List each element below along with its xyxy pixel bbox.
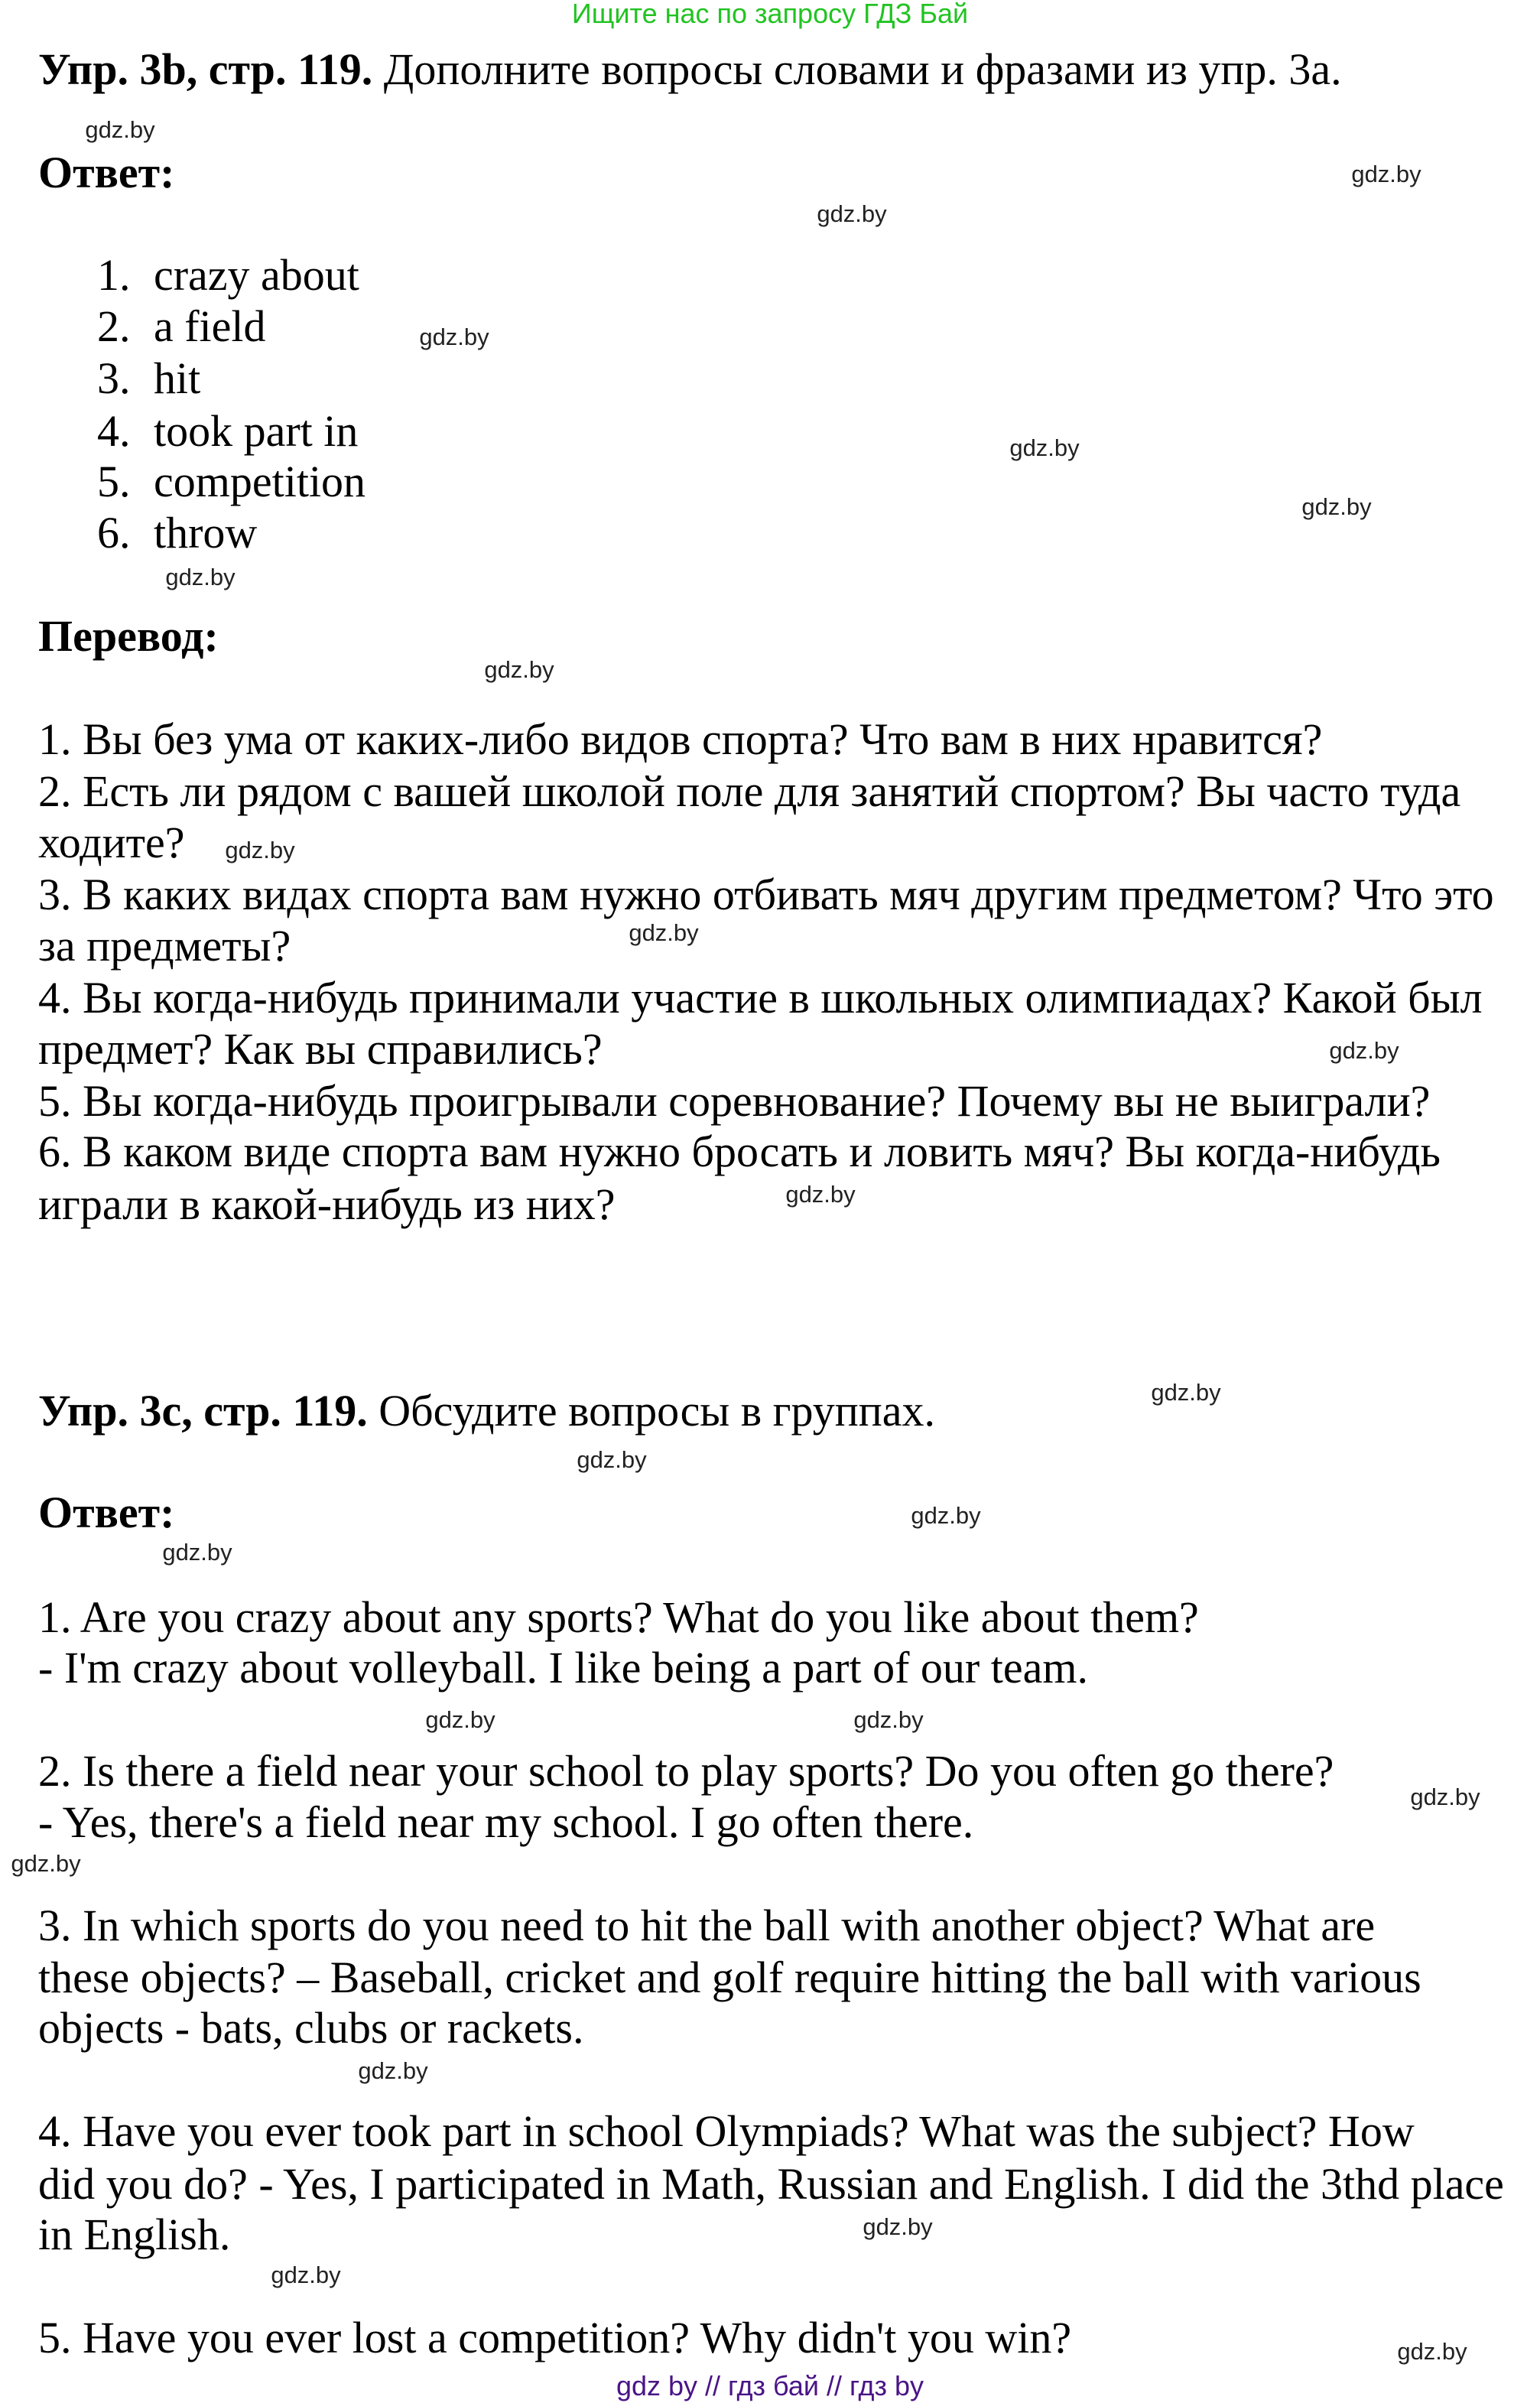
item-number: 5. bbox=[97, 457, 131, 506]
watermark: gdz.by bbox=[785, 1181, 856, 1208]
item-text: competition bbox=[154, 457, 366, 506]
translation-line: 1. Вы без ума от каких-либо видов спорта? Что вам в них нравится? bbox=[38, 714, 1323, 764]
watermark: gdz.by bbox=[1009, 434, 1080, 461]
watermark: gdz.by bbox=[484, 656, 554, 683]
exercise-3c-title-bold: Упр. 3c, стр. 119. bbox=[38, 1386, 368, 1436]
translation-line: 4. Вы когда-нибудь принимали участие в школьных олимпиадах? Какой был bbox=[38, 973, 1483, 1023]
exercise-3b-title-bold: Упр. 3b, стр. 119. bbox=[38, 44, 373, 94]
translation-line: ходите? bbox=[38, 818, 185, 867]
answer-line: - Yes, there's a field near my school. I go often there. bbox=[38, 1797, 974, 1847]
item-number: 3. bbox=[97, 353, 131, 403]
watermark: gdz.by bbox=[1301, 493, 1372, 520]
answer-line: did you do? - Yes, I participated in Math, Russian and English. I did the 3thd place bbox=[38, 2159, 1504, 2209]
item-number: 1. bbox=[97, 250, 131, 300]
answer-line: 3. In which sports do you need to hit the ball with another object? What are bbox=[38, 1901, 1376, 1950]
translation-line: за предметы? bbox=[38, 921, 291, 971]
watermark: gdz.by bbox=[11, 1850, 81, 1877]
watermark: gdz.by bbox=[629, 919, 699, 946]
item-text: throw bbox=[154, 508, 258, 558]
translation-line: 2. Есть ли рядом с вашей школой поле для занятий спортом? Вы часто туда bbox=[38, 766, 1461, 816]
watermark: gdz.by bbox=[358, 2057, 428, 2084]
translation-line: 5. Вы когда-нибудь проигрывали соревнование? Почему вы не выиграли? bbox=[38, 1076, 1431, 1126]
watermark: gdz.by bbox=[1397, 2338, 1467, 2365]
exercise-3c-title-text: Обсудите вопросы в группах. bbox=[367, 1386, 936, 1436]
watermark: gdz.by bbox=[165, 564, 236, 590]
answer-line: these objects? – Baseball, cricket and golf require hitting the ball with various bbox=[38, 1953, 1421, 2002]
exercise-3b-title bbox=[38, 44, 1342, 95]
answer-line: 2. Is there a field near your school to play sports? Do you often go there? bbox=[38, 1746, 1334, 1796]
footer-banner[interactable]: gdz by // гдз бай // гдз by bbox=[616, 2370, 924, 2401]
exercise-3c-title bbox=[38, 1386, 935, 1436]
item-number: 2. bbox=[97, 301, 131, 351]
item-number: 4. bbox=[97, 406, 131, 456]
answer-line: 5. Have you ever lost a competition? Why didn't you win? bbox=[38, 2313, 1072, 2362]
translation-line: играли в какой-нибудь из них? bbox=[38, 1179, 616, 1229]
watermark: gdz.by bbox=[1410, 1784, 1480, 1810]
watermark: gdz.by bbox=[817, 200, 887, 227]
watermark: gdz.by bbox=[162, 1539, 232, 1566]
watermark: gdz.by bbox=[225, 837, 295, 863]
item-text: hit bbox=[154, 353, 201, 403]
exercise-3b-title-text: Дополните вопросы словами и фразами из упр. 3a. bbox=[372, 44, 1342, 94]
watermark: gdz.by bbox=[1351, 161, 1421, 187]
answer-line: in English. bbox=[38, 2210, 231, 2259]
watermark: gdz.by bbox=[863, 2213, 933, 2240]
watermark: gdz.by bbox=[911, 1502, 981, 1529]
item-text: crazy about bbox=[154, 250, 359, 300]
item-number: 6. bbox=[97, 508, 131, 558]
translation-line: 3. В каких видах спорта вам нужно отбивать мяч другим предметом? Что это bbox=[38, 870, 1494, 919]
answer-label-3c: Ответ: bbox=[38, 1488, 175, 1537]
watermark: gdz.by bbox=[425, 1706, 495, 1733]
watermark: gdz.by bbox=[419, 324, 489, 350]
watermark: gdz.by bbox=[271, 2262, 341, 2288]
translation-line: предмет? Как вы справились? bbox=[38, 1024, 603, 1074]
item-text: took part in bbox=[154, 406, 359, 456]
watermark: gdz.by bbox=[1151, 1379, 1221, 1406]
watermark: gdz.by bbox=[577, 1446, 647, 1473]
watermark: gdz.by bbox=[853, 1706, 924, 1733]
watermark: gdz.by bbox=[85, 116, 155, 143]
translation-line: 6. В каком виде спорта вам нужно бросать и ловить мяч? Вы когда-нибудь bbox=[38, 1127, 1441, 1176]
answer-line: - I'm crazy about volleyball. I like being a part of our team. bbox=[38, 1643, 1088, 1693]
header-banner[interactable]: Ищите нас по запросу ГДЗ Бай bbox=[571, 0, 969, 29]
answer-label-3b: Ответ: bbox=[38, 148, 175, 197]
answer-line: objects - bats, clubs or rackets. bbox=[38, 2003, 584, 2053]
watermark: gdz.by bbox=[1329, 1037, 1399, 1064]
translation-label: Перевод: bbox=[38, 611, 219, 661]
answer-line: 1. Are you crazy about any sports? What do you like about them? bbox=[38, 1592, 1199, 1642]
answer-line: 4. Have you ever took part in school Olympiads? What was the subject? How bbox=[38, 2106, 1415, 2156]
item-text: a field bbox=[154, 301, 266, 351]
